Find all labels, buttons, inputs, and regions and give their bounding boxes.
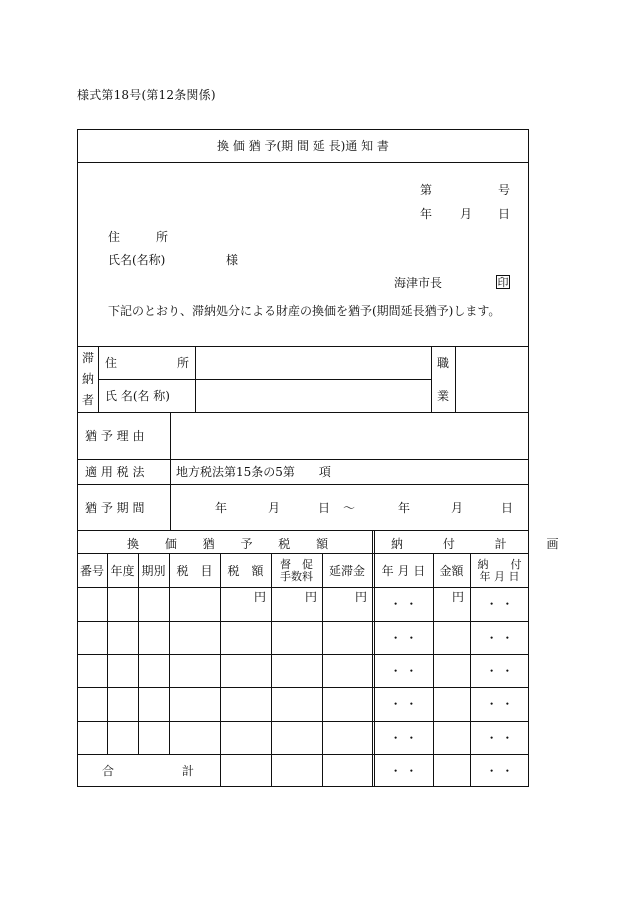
delinquent-row-divider bbox=[98, 379, 431, 380]
title-divider bbox=[77, 162, 529, 163]
delinquent-address-label: 住 所 bbox=[105, 356, 190, 370]
header-fee-line2: 手数料 bbox=[280, 570, 313, 583]
grid-section-right: 納 付 計 画 bbox=[391, 537, 559, 551]
period-from-day: 日 bbox=[318, 501, 331, 515]
notice-section-divider bbox=[77, 346, 529, 347]
recipient-name-label: 氏名(名称) bbox=[108, 253, 166, 267]
date-dots-total: ・ ・ bbox=[389, 764, 418, 778]
form-title: 換 価 猶 予(期 間 延 長)通 知 書 bbox=[217, 139, 389, 153]
date-dots-row5: ・ ・ bbox=[389, 731, 418, 745]
recipient-address-label: 住 所 bbox=[108, 230, 169, 244]
occupation-label-2: 業 bbox=[437, 389, 450, 403]
delinquent-label-1: 滞 bbox=[82, 351, 95, 365]
delinquent-label-2: 納 bbox=[82, 372, 95, 386]
date-dots-row2: ・ ・ bbox=[389, 631, 418, 645]
pay-dots-row4: ・ ・ bbox=[485, 697, 514, 711]
yen-late-fee: 円 bbox=[355, 590, 368, 604]
period-from-month: 月 bbox=[268, 501, 281, 515]
pay-dots-row2: ・ ・ bbox=[485, 631, 514, 645]
header-pay-line2: 年 月 日 bbox=[479, 570, 520, 583]
period-to-day: 日 bbox=[501, 501, 514, 515]
notice-number-prefix: 第 bbox=[420, 183, 433, 197]
header-year: 年度 bbox=[110, 564, 135, 578]
recipient-honorific: 様 bbox=[226, 253, 239, 267]
tax-law-divider bbox=[77, 484, 529, 485]
notice-number-suffix: 号 bbox=[498, 183, 511, 197]
notice-form-frame bbox=[77, 129, 529, 787]
grid-row-line-4 bbox=[77, 721, 529, 722]
header-number: 番号 bbox=[79, 564, 104, 578]
date-dots-row1: ・ ・ bbox=[389, 597, 418, 611]
col-line-payment-split-a bbox=[372, 530, 373, 787]
reason-label: 猶 予 理 由 bbox=[85, 429, 145, 443]
header-term: 期別 bbox=[141, 564, 166, 578]
period-label: 猶 予 期 間 bbox=[85, 501, 145, 515]
pay-dots-total: ・ ・ bbox=[485, 764, 514, 778]
period-tilde: 〜 bbox=[343, 501, 356, 515]
header-late-fee: 延滞金 bbox=[328, 564, 365, 578]
pay-dots-row1: ・ ・ bbox=[485, 597, 514, 611]
yen-tax-amount: 円 bbox=[254, 590, 267, 604]
header-pay-line1: 納 付 bbox=[477, 558, 522, 571]
header-date: 年 月 日 bbox=[381, 564, 426, 578]
col-line-tax-amount bbox=[220, 553, 221, 787]
grid-header-divider bbox=[77, 587, 529, 588]
tax-law-value: 地方税法第15条の5第 項 bbox=[176, 465, 331, 479]
occupation-border-left bbox=[431, 346, 432, 412]
col-line-late-fee bbox=[322, 553, 323, 787]
total-label-1: 合 bbox=[102, 764, 115, 778]
period-divider bbox=[77, 530, 529, 531]
notice-month: 月 bbox=[460, 207, 473, 221]
date-dots-row4: ・ ・ bbox=[389, 697, 418, 711]
seal-mark: 印 bbox=[497, 276, 509, 289]
yen-fee: 円 bbox=[305, 590, 318, 604]
header-fee-line1: 督 促 bbox=[280, 558, 313, 571]
occupation-border-right bbox=[455, 346, 456, 412]
col-line-amount bbox=[433, 553, 434, 787]
period-from-year: 年 bbox=[215, 501, 228, 515]
tax-law-label: 適 用 税 法 bbox=[85, 465, 145, 479]
grid-row-line-2 bbox=[77, 654, 529, 655]
notice-year: 年 bbox=[420, 207, 433, 221]
grid-section-left: 換 価 猶 予 税 額 bbox=[127, 537, 329, 551]
total-label-2: 計 bbox=[182, 764, 195, 778]
period-to-month: 月 bbox=[451, 501, 464, 515]
header-tax-amount: 税 額 bbox=[227, 564, 264, 578]
grid-row-line-1 bbox=[77, 621, 529, 622]
header-tax-item: 税 目 bbox=[176, 564, 213, 578]
delinquent-section-divider bbox=[77, 412, 529, 413]
notice-day: 日 bbox=[498, 207, 511, 221]
delinquent-label-3: 者 bbox=[82, 393, 95, 407]
header-amount: 金額 bbox=[439, 564, 464, 578]
grid-row-line-5 bbox=[77, 754, 529, 755]
occupation-label-1: 職 bbox=[437, 356, 450, 370]
info-label-border bbox=[170, 412, 171, 530]
grid-row-line-3 bbox=[77, 687, 529, 688]
yen-amount: 円 bbox=[452, 590, 465, 604]
notice-body-text: 下記のとおり、滞納処分による財産の換価を猶予(期間延長猶予)します。 bbox=[108, 304, 501, 318]
col-line-fee bbox=[271, 553, 272, 787]
period-to-year: 年 bbox=[398, 501, 411, 515]
pay-dots-row3: ・ ・ bbox=[485, 664, 514, 678]
form-number-caption: 様式第18号(第12条関係) bbox=[77, 88, 216, 102]
reason-divider bbox=[77, 459, 529, 460]
pay-dots-row5: ・ ・ bbox=[485, 731, 514, 745]
date-dots-row3: ・ ・ bbox=[389, 664, 418, 678]
grid-section-divider bbox=[77, 553, 529, 554]
delinquent-name-label: 氏 名(名 称) bbox=[105, 389, 170, 403]
issuer-name: 海津市長 bbox=[394, 276, 443, 290]
